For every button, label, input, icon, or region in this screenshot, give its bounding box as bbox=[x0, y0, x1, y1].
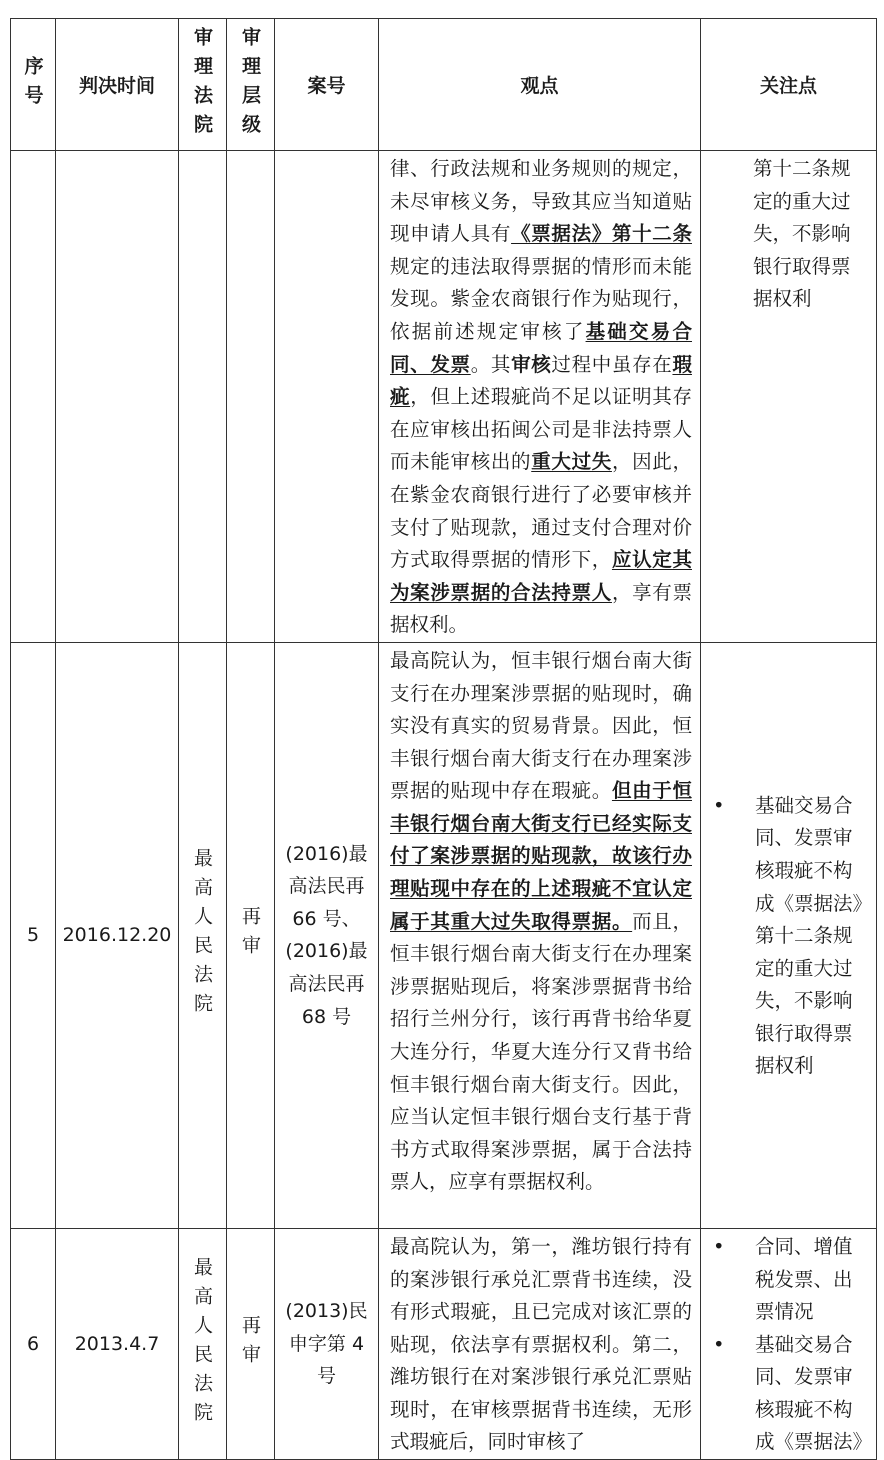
bullet-icon: • bbox=[713, 1234, 725, 1258]
seq-cell: 6 bbox=[11, 1228, 56, 1459]
date-cell: 2016.12.20 bbox=[56, 642, 179, 1228]
header-opinion: 观点 bbox=[379, 19, 701, 151]
focus-text: 第十二条规定的重大过失，不影响银行取得票据权利 bbox=[753, 157, 851, 311]
date-cell: 2013.4.7 bbox=[56, 1228, 179, 1459]
level-cell: 再审 bbox=[227, 1228, 275, 1459]
header-seq: 序号 bbox=[11, 19, 56, 151]
table-row bbox=[11, 1228, 877, 1459]
focus-cell bbox=[701, 151, 877, 643]
level-cell: 再审 bbox=[227, 642, 275, 1228]
bullet-icon: • bbox=[713, 793, 725, 817]
focus-item: • 基础交易合同、发票审核瑕疵不构成《票据法》 bbox=[709, 1329, 868, 1459]
case-no-cell: (2016)最高法民再 66 号、(2016)最高法民再 68 号 bbox=[275, 642, 379, 1228]
header-date: 判决时间 bbox=[56, 19, 179, 151]
header-level: 审理层级 bbox=[227, 19, 275, 151]
bullet-icon: • bbox=[713, 1332, 725, 1356]
header-focus: 关注点 bbox=[701, 19, 877, 151]
table-row bbox=[11, 642, 877, 1228]
focus-cell bbox=[701, 1228, 877, 1459]
header-row bbox=[11, 19, 877, 151]
header-case-no: 案号 bbox=[275, 19, 379, 151]
seq-cell bbox=[11, 151, 56, 643]
seq-cell: 5 bbox=[11, 642, 56, 1228]
focus-item: • 合同、增值税发票、出票情况 bbox=[709, 1231, 868, 1329]
focus-item: • 基础交易合同、发票审核瑕疵不构成《票据法》第十二条规定的重大过失，不影响银行取得票据权利 bbox=[709, 790, 868, 1083]
case-no-cell bbox=[275, 151, 379, 643]
opinion-cell: 律、行政法规和业务规则的规定，未尽审核义务，导致其应当知道贴现申请人具有《票据法》第十二条规定的违法取得票据的情形而未能发现。紫金农商银行作为贴现行，依据前述规定审核了基础交易合同、发票。其审核过程中虽存在瑕疵，但上述瑕疵尚不足以证明其存在应审核出拓闽公司是非法持票人而未能审核出的重大过失，因此，在紫金农商银行进行了必要审核并支付了贴现款，通过支付合理对价方式取得票据的情形下，应认定其为案涉票据的合法持票人，享有票据权利。 bbox=[379, 151, 701, 643]
header-court: 审理法院 bbox=[179, 19, 227, 151]
focus-cell bbox=[701, 642, 877, 1228]
level-cell bbox=[227, 151, 275, 643]
table-row bbox=[11, 151, 877, 643]
opinion-cell: 最高院认为，恒丰银行烟台南大街支行在办理案涉票据的贴现时，确实没有真实的贸易背景。因此，恒丰银行烟台南大街支行在办理案涉票据的贴现中存在瑕疵。但由于恒丰银行烟台南大街支行已经实际支付了案涉票据的贴现款，故该行办理贴现中存在的上述瑕疵不宜认定属于其重大过失取得票据。而且，恒丰银行烟台南大街支行在办理案涉票据贴现后，将案涉票据背书给招行兰州分行，该行再背书给华夏大连分行，华夏大连分行又背书给恒丰银行烟台南大街支行。因此，应当认定恒丰银行烟台支行基于背书方式取得案涉票据，属于合法持票人，应享有票据权利。 bbox=[379, 642, 701, 1228]
case-table bbox=[10, 18, 877, 1460]
case-no-cell: (2013)民申字第 4 号 bbox=[275, 1228, 379, 1459]
opinion-cell: 最高院认为，第一，潍坊银行持有的案涉银行承兑汇票背书连续，没有形式瑕疵，且已完成对该汇票的贴现，依法享有票据权利。第二，潍坊银行在对案涉银行承兑汇票贴现时，在审核票据背书连续，无形式瑕疵后，同时审核了 bbox=[379, 1228, 701, 1459]
court-cell: 最高人民法院 bbox=[179, 1228, 227, 1459]
date-cell bbox=[56, 151, 179, 643]
court-cell: 最高人民法院 bbox=[179, 642, 227, 1228]
court-cell bbox=[179, 151, 227, 643]
